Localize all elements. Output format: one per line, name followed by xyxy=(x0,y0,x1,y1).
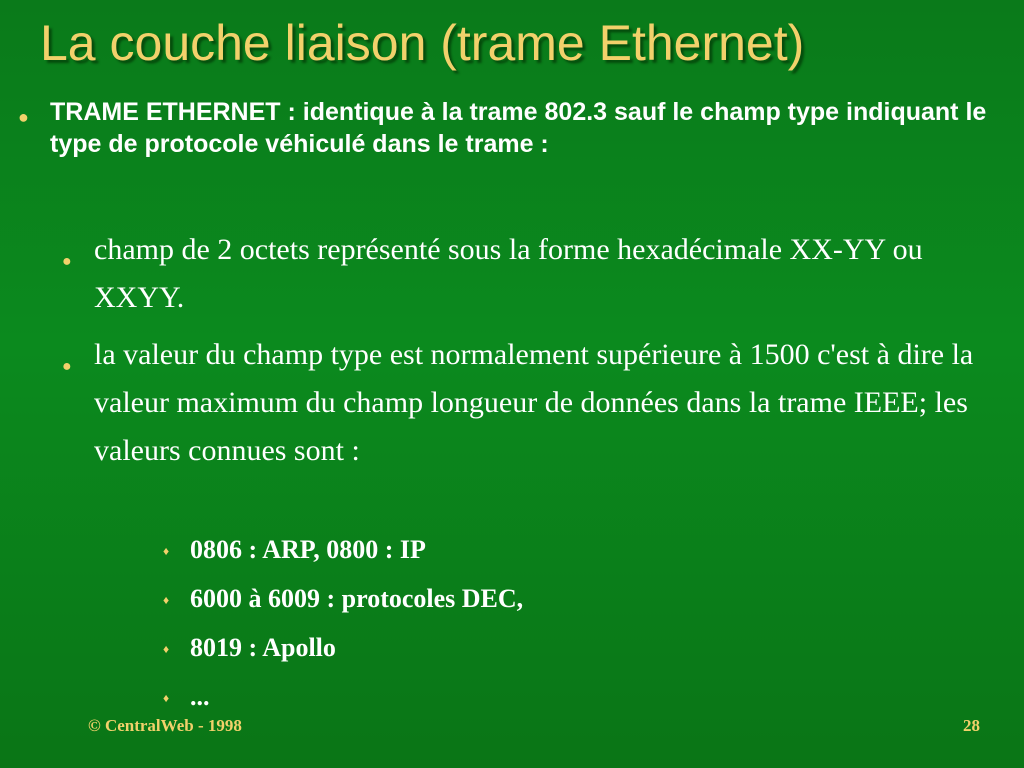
footer-copyright: © CentralWeb - 1998 xyxy=(88,716,242,735)
known-value-item-3 xyxy=(163,632,336,664)
main-bullet-point xyxy=(18,96,1008,160)
diamond-bullet-icon: ♦ xyxy=(163,593,170,607)
bullet-circle-icon: ● xyxy=(18,107,29,127)
known-value-text: 8019 : Apollo xyxy=(190,633,336,662)
diamond-bullet-icon: ♦ xyxy=(163,642,170,656)
sub-bullet-point-1 xyxy=(62,226,1002,322)
sub-bullet-point-2 xyxy=(62,331,1002,475)
diamond-bullet-icon: ♦ xyxy=(163,544,170,558)
known-value-text: 0806 : ARP, 0800 : IP xyxy=(190,535,426,564)
known-value-item-4 xyxy=(163,681,210,713)
known-value-text: ... xyxy=(190,682,210,711)
bullet-circle-icon: ● xyxy=(62,358,72,375)
diamond-bullet-icon: ♦ xyxy=(163,691,170,705)
known-value-item-1 xyxy=(163,534,426,566)
slide-title: La couche liaison (trame Ethernet) xyxy=(40,15,805,71)
known-value-text: 6000 à 6009 : protocoles DEC, xyxy=(190,584,524,613)
page-number: 28 xyxy=(963,716,980,735)
known-value-item-2 xyxy=(163,583,523,615)
bullet-circle-icon: ● xyxy=(62,253,72,270)
sub-point-text: champ de 2 octets représenté sous la forme hexadécimale XX-YY ou XXYY. xyxy=(94,233,923,314)
sub-point-text: la valeur du champ type est normalement supérieure à 1500 c'est à dire la valeur maximum du champ longueur de données dans la trame IEEE; les valeurs connues sont : xyxy=(94,338,974,467)
main-point-text: TRAME ETHERNET : identique à la trame 802.3 sauf le champ type indiquant le type de protocole véhiculé dans le trame : xyxy=(50,98,987,158)
